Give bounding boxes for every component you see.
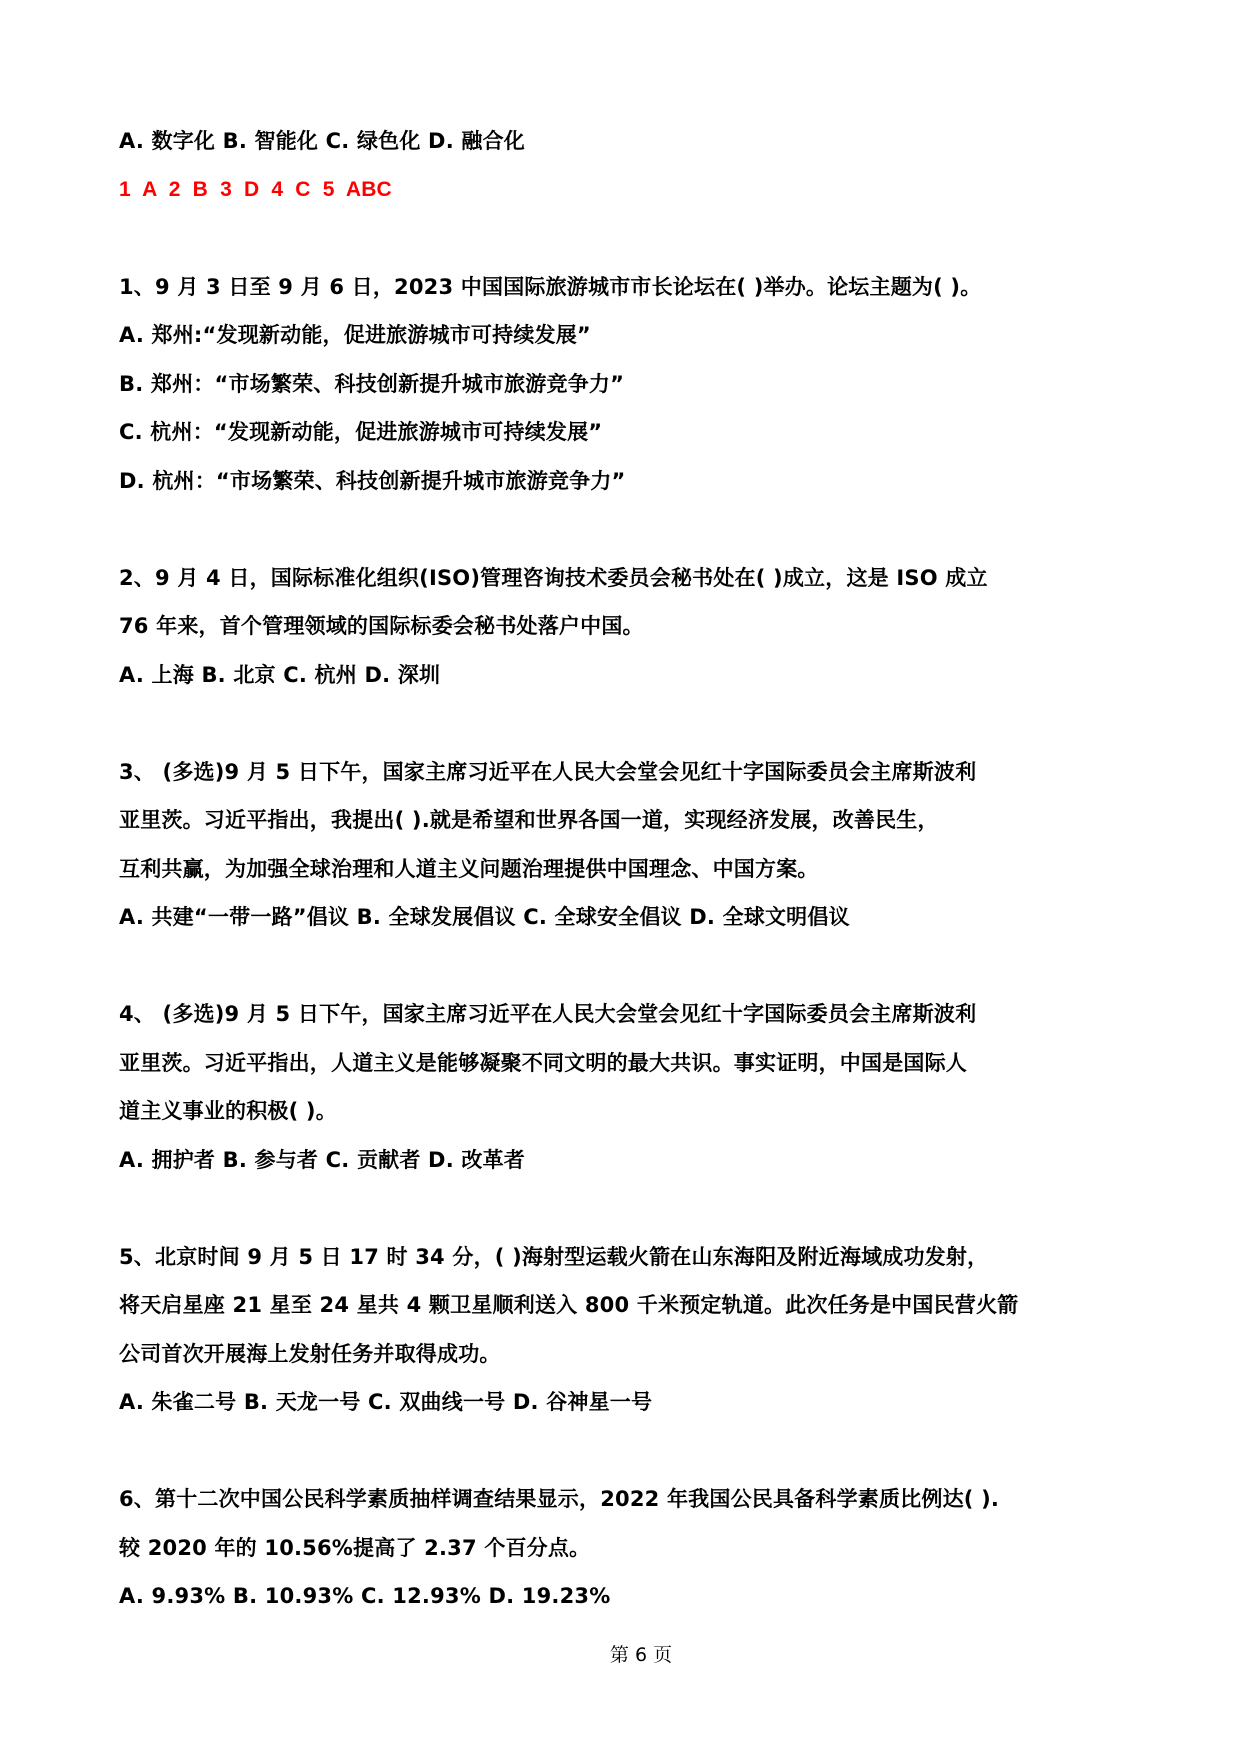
question-text-line: 4、 (多选)9 月 5 日下午，国家主席习近平在人民大会堂会见红十字国际委员会主席斯波利 <box>119 1002 977 1026</box>
options-line: A. 数字化 B. 智能化 C. 绿色化 D. 融合化 <box>119 129 525 153</box>
page-number: 第 6 页 <box>609 1644 673 1666</box>
question-options: D. 杭州：“市场繁荣、科技创新提升城市旅游竞争力” <box>119 468 626 493</box>
question-text-line: 6、第十二次中国公民科学素质抽样调查结果显示，2022 年我国公民具备科学素质比例达( ). <box>119 1487 1000 1511</box>
answer-key: 1 A 2 B 3 D 4 C 5 ABC <box>119 177 392 201</box>
question-text-line: 道主义事业的积极( )。 <box>119 1099 337 1123</box>
question-options: A. 上海 B. 北京 C. 杭州 D. 深圳 <box>119 662 441 687</box>
question-text-line: 将天启星座 21 星至 24 星共 4 颗卫星顺利送入 800 千米预定轨道。此次任务是中国民营火箭 <box>119 1293 1019 1317</box>
question-text-line: 互利共赢，为加强全球治理和人道主义问题治理提供中国理念、中国方案。 <box>119 856 819 881</box>
question-text-line: 2、9 月 4 日，国际标准化组织(ISO)管理咨询技术委员会秘书处在( )成立，这是 ISO 成立 <box>119 565 988 590</box>
question-options: A. 9.93% B. 10.93% C. 12.93% D. 19.23% <box>119 1584 611 1608</box>
question-text-line: C. 杭州：“发现新动能，促进旅游城市可持续发展” <box>119 420 603 444</box>
question-6 <box>119 1475 1129 1621</box>
question-text-line: 公司首次开展海上发射任务并取得成功。 <box>119 1341 501 1366</box>
question-text-line: B. 郑州：“市场繁荣、科技创新提升城市旅游竞争力” <box>119 371 625 396</box>
question-options: A. 共建“一带一路”倡议 B. 全球发展倡议 C. 全球安全倡议 D. 全球文明倡议 <box>119 905 850 929</box>
question-text-line: 亚里茨。习近平指出，我提出( ).就是希望和世界各国一道，实现经济发展，改善民生， <box>119 808 939 832</box>
question-4 <box>119 990 1129 1184</box>
document-page <box>119 117 1129 1621</box>
question-2 <box>119 554 1129 700</box>
question-text-line: A. 郑州:“发现新动能，促进旅游城市可持续发展” <box>119 323 591 347</box>
question-text-line: 1、9 月 3 日至 9 月 6 日，2023 中国国际旅游城市市长论坛在( )举办。论坛主题为( )。 <box>119 274 982 299</box>
question-list <box>119 263 1129 1621</box>
question-3 <box>119 748 1129 942</box>
question-text-line: 较 2020 年的 10.56%提高了 2.37 个百分点。 <box>119 1535 591 1560</box>
question-text-line: 5、北京时间 9 月 5 日 17 时 34 分，( )海射型运载火箭在山东海阳及附近海域成功发射， <box>119 1244 989 1269</box>
question-1 <box>119 263 1129 506</box>
question-options: A. 朱雀二号 B. 天龙一号 C. 双曲线一号 D. 谷神星一号 <box>119 1390 653 1414</box>
question-5 <box>119 1233 1129 1427</box>
question-text-line: 3、 (多选)9 月 5 日下午，国家主席习近平在人民大会堂会见红十字国际委员会主席斯波利 <box>119 759 977 784</box>
question-options: A. 拥护者 B. 参与者 C. 贡献者 D. 改革者 <box>119 1147 525 1172</box>
question-text-line: 76 年来，首个管理领域的国际标委会秘书处落户中国。 <box>119 614 644 638</box>
question-text-line: 亚里茨。习近平指出，人道主义是能够凝聚不同文明的最大共识。事实证明，中国是国际人 <box>119 1050 967 1075</box>
